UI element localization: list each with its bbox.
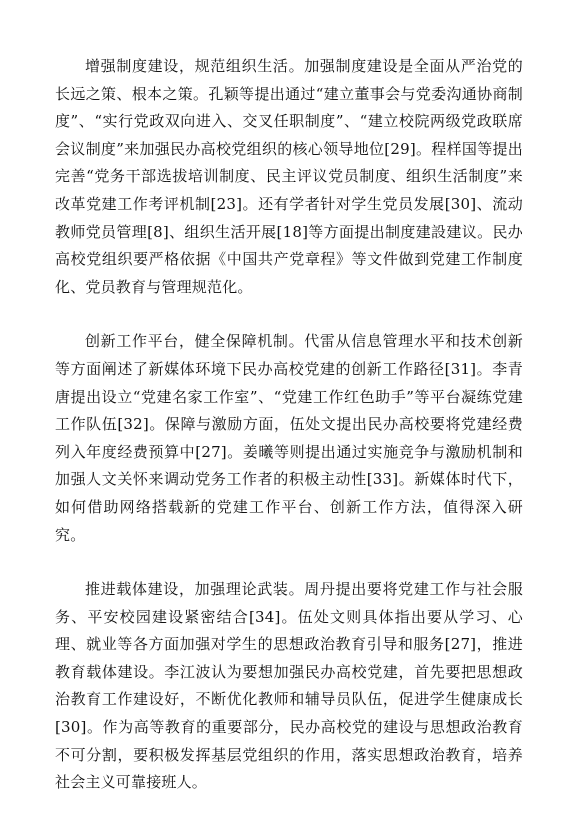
document-body	[55, 53, 523, 797]
paragraph-institution-building: 增强制度建设，规范组织生活。加强制度建设是全面从严治党的长远之策、根本之策。孔颖等提出通过“建立董事会与党委沟通协商制度”、“实行党政双向进入、交叉任职制度”、“建立校院两级党政联席会议制度”来加强民办高校党组织的核心领导地位[29]。程样国等提出完善“党务干部选拔培训制度、民主评议党员制度、组织生活制度”来改革党建工作考评机制[23]。还有学者针对学生党员发展[30]、流动教师党员管理[8]、组织生活开展[18]等方面提出制度建設建议。民办高校党组织要严格依据《中国共产党章程》等文件做到党建工作制度化、党员教育与管理规范化。	[55, 57, 523, 296]
paragraph-spacer	[55, 301, 523, 328]
paragraph-spacer	[55, 549, 523, 576]
paragraph-carrier-building: 推进载体建设，加强理论武装。周丹提出要将党建工作与社会服务、平安校园建设紧密结合[34]。伍处文则具体指出要从学习、心理、就业等各方面加强对学生的思想政治教育引导和服务[27]，推进教育载体建设。李江波认为要想加强民办高校党建，首先要把思想政治教育工作建设好，不断优化教师和辅导员队伍，促进学生健康成长[30]。作为高等教育的重要部分，民办高校党的建设与思想政治教育不可分割，要积极发挥基层党组织的作用，落实思想政治教育，培养社会主义可靠接班人。	[55, 580, 523, 792]
paragraph-work-platform: 创新工作平台，健全保障机制。代雷从信息管理水平和技术创新等方面阐述了新媒体环境下民办高校党建的创新工作路径[31]。李青唐提出设立“党建名家工作室”、“党建工作红色助手”等平台凝练党建工作队伍[32]。保障与激励方面，伍处文提出民办高校要将党建经费列入年度经费预算中[27]。姜曦等则提出通过实施竞争与激励机制和加强人文关怀来调动党务工作者的积极主动性[33]。新媒体时代下，如何借助网络搭载新的党建工作平台、创新工作方法，值得深入研究。	[55, 332, 523, 544]
